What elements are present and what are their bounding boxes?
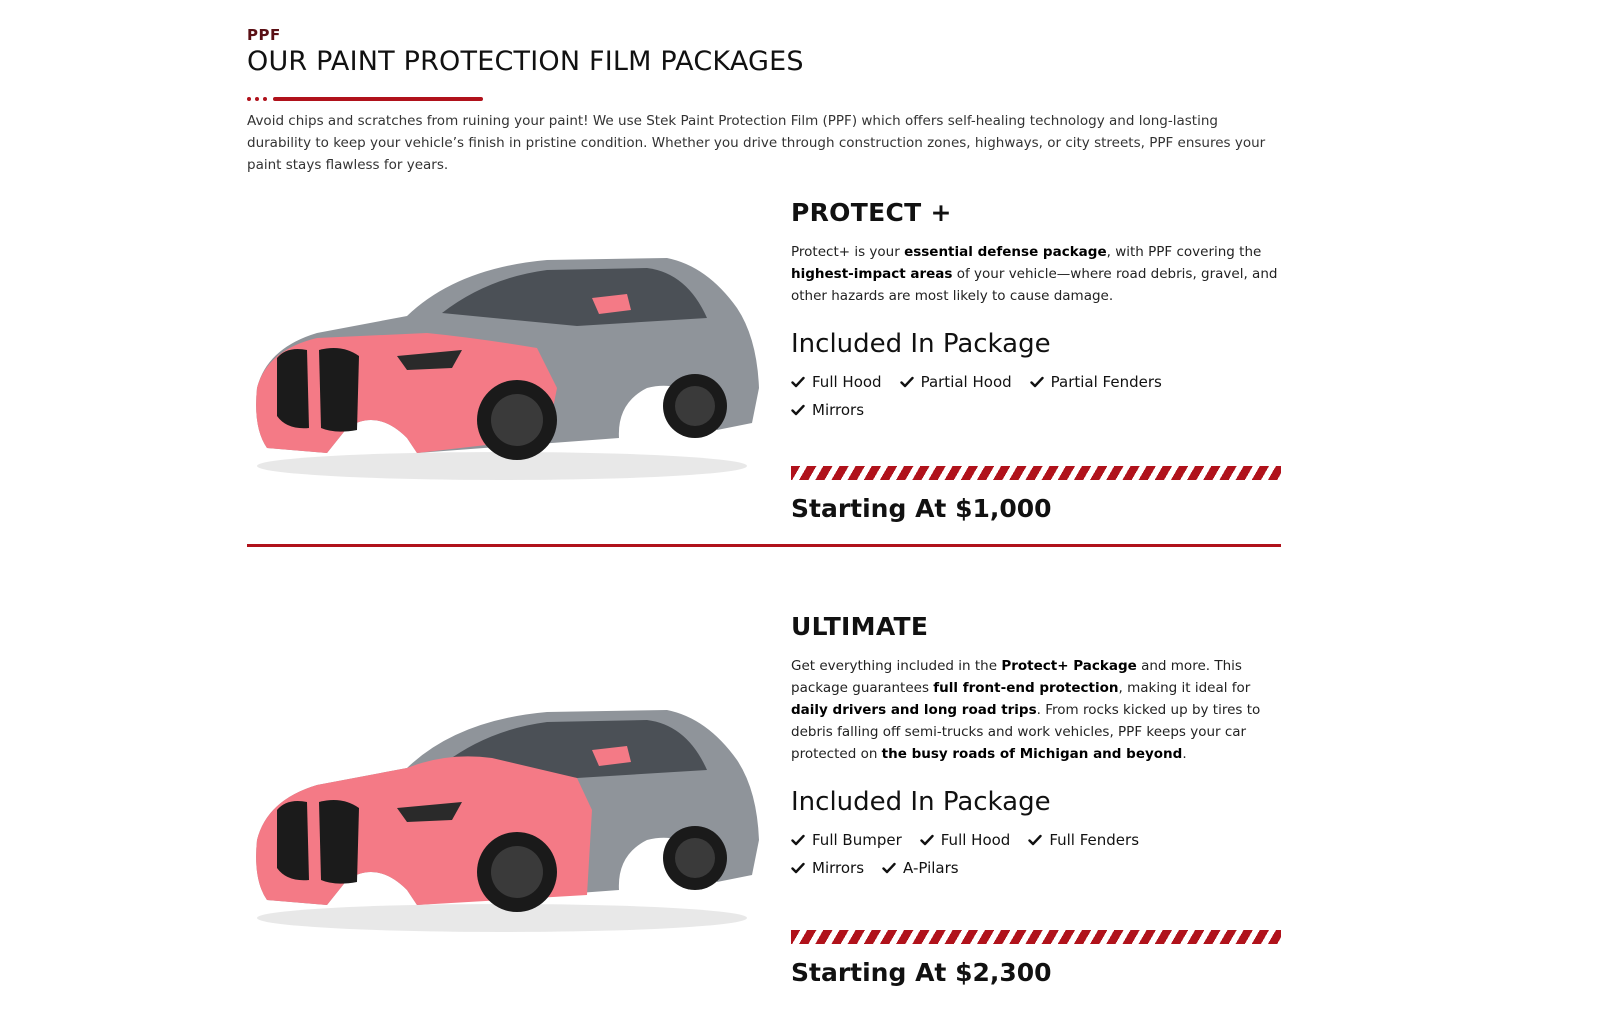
feature-item bbox=[882, 859, 959, 877]
package-info bbox=[791, 612, 1281, 987]
description-run: . bbox=[1182, 746, 1187, 762]
feature-label: Partial Fenders bbox=[1050, 373, 1162, 391]
feature-label: Partial Hood bbox=[920, 373, 1012, 391]
package-description bbox=[791, 241, 1281, 307]
package-separator bbox=[247, 544, 1281, 547]
description-run: Protect+ Package bbox=[1001, 658, 1137, 674]
stripe-divider bbox=[791, 466, 1281, 480]
check-icon bbox=[791, 403, 805, 417]
check-icon bbox=[900, 375, 914, 389]
description-run: the busy roads of Michigan and beyond bbox=[881, 746, 1183, 762]
package-name: ULTIMATE bbox=[791, 612, 929, 641]
description-run: daily drivers and long road trips bbox=[791, 702, 1037, 718]
divider-line bbox=[273, 97, 483, 101]
check-icon bbox=[1028, 833, 1042, 847]
feature-label: Full Hood bbox=[940, 831, 1011, 849]
feature-item bbox=[1028, 831, 1139, 849]
title-divider bbox=[247, 97, 497, 101]
feature-item bbox=[791, 373, 882, 391]
feature-item bbox=[920, 831, 1011, 849]
check-icon bbox=[920, 833, 934, 847]
feature-label: Full Fenders bbox=[1049, 831, 1140, 849]
package-name: PROTECT + bbox=[791, 198, 952, 227]
feature-item bbox=[791, 859, 864, 877]
page-title: OUR PAINT PROTECTION FILM PACKAGES bbox=[247, 46, 804, 77]
package-price: Starting At $1,000 bbox=[791, 494, 1052, 523]
car-image bbox=[247, 690, 767, 950]
check-icon bbox=[882, 861, 896, 875]
stripe-divider bbox=[791, 930, 1281, 944]
included-title: Included In Package bbox=[791, 329, 1051, 359]
description-run: Protect+ is your bbox=[791, 244, 905, 260]
included-title: Included In Package bbox=[791, 787, 1051, 817]
description-run: essential defense package bbox=[904, 244, 1107, 260]
feature-label: Mirrors bbox=[812, 859, 865, 877]
feature-item bbox=[900, 373, 1012, 391]
feature-item bbox=[791, 401, 864, 419]
check-icon bbox=[1030, 375, 1044, 389]
description-run: and more. This package guarantees bbox=[791, 658, 1242, 696]
description-run: full front-end protection bbox=[933, 680, 1119, 696]
feature-item bbox=[791, 831, 902, 849]
check-icon bbox=[791, 861, 805, 875]
description-run: of your vehicle—where road debris, gravel, and other hazards are most likely to cause damage. bbox=[791, 266, 1278, 304]
feature-list bbox=[791, 373, 1211, 419]
description-run: . From rocks kicked up by tires to debris falling off semi-trucks and work vehicles, PPF keeps your car protected on bbox=[791, 702, 1261, 762]
divider-dot bbox=[247, 97, 251, 101]
divider-dot bbox=[263, 97, 267, 101]
feature-label: Mirrors bbox=[812, 401, 865, 419]
divider-dot bbox=[255, 97, 259, 101]
check-icon bbox=[791, 375, 805, 389]
package-info bbox=[791, 198, 1281, 523]
section-eyebrow: PPF bbox=[247, 26, 281, 44]
car-image bbox=[247, 238, 767, 498]
feature-list bbox=[791, 831, 1211, 877]
description-run: , with PPF covering the bbox=[1106, 244, 1262, 260]
check-icon bbox=[791, 833, 805, 847]
feature-label: Full Hood bbox=[812, 373, 882, 391]
feature-label: Full Bumper bbox=[812, 831, 902, 849]
feature-item bbox=[1030, 373, 1162, 391]
package-description bbox=[791, 655, 1281, 765]
description-run: Get everything included in the bbox=[791, 658, 1002, 674]
intro-text: Avoid chips and scratches from ruining your paint! We use Stek Paint Protection Film (PPF) which offers self-healing technology and long-lasting durability to keep your vehicle’s finish in pristine condition. Whether you drive through construction zones, highways, or city streets, PPF ensures your paint stays flawless for years. bbox=[247, 113, 1266, 173]
description-run: highest-impact areas bbox=[791, 266, 953, 282]
feature-label: A-Pilars bbox=[903, 859, 959, 877]
package-price: Starting At $2,300 bbox=[791, 958, 1052, 987]
description-run: , making it ideal for bbox=[1118, 680, 1251, 696]
